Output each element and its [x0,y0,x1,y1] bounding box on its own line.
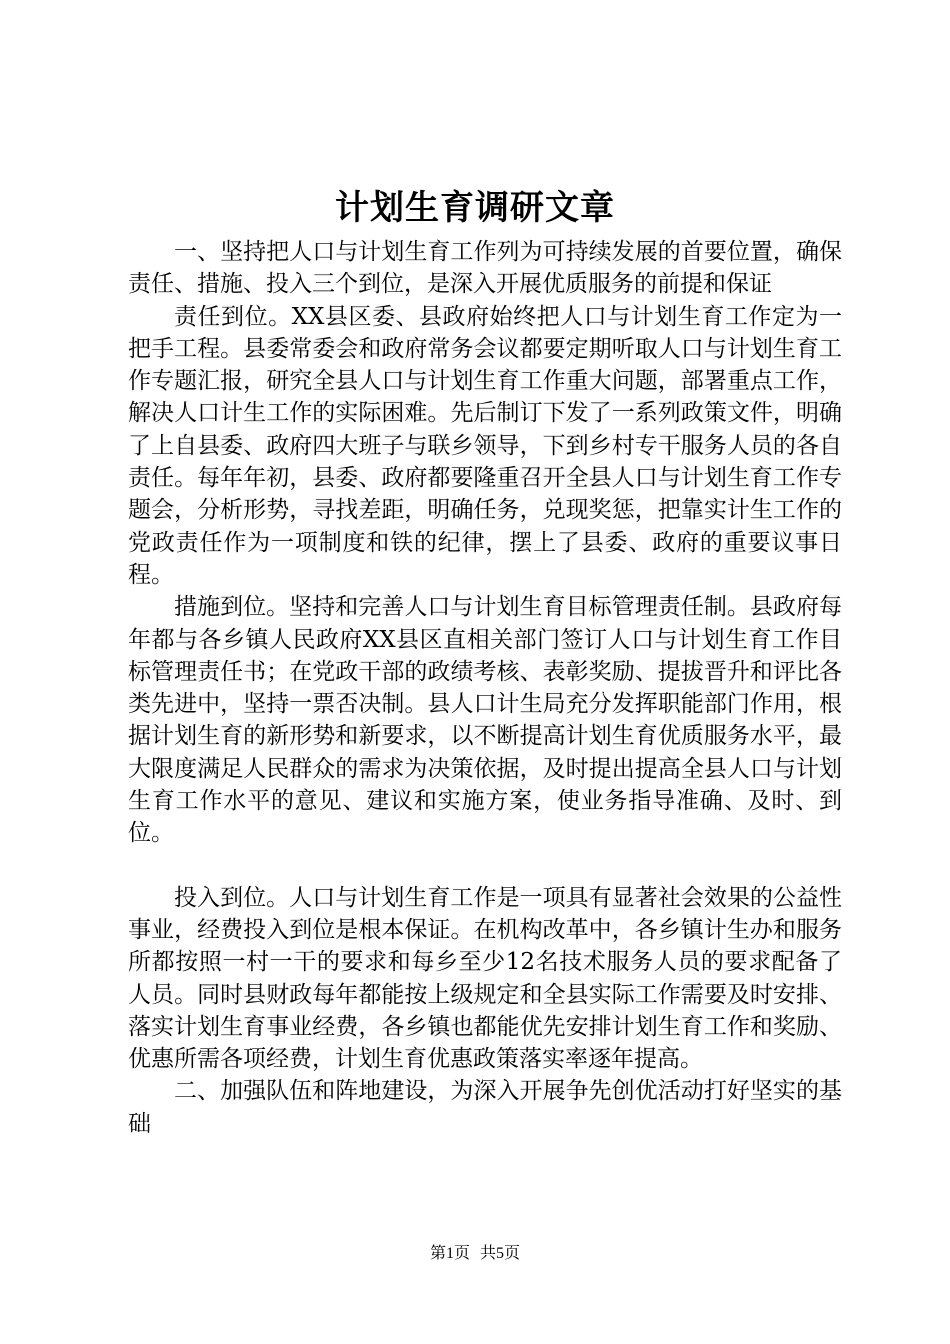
page-number-total: 共5页 [480,1245,521,1262]
page-number-current: 第1页 [429,1245,470,1262]
paragraph-investment: 投入到位。人口与计划生育工作是一项具有显著社会效果的公益性事业，经费投入到位是根本保证。在机构改革中，各乡镇计生办和服务所都按照一村一干的要求和每乡至少12名技术服务人员的要求配备了人员。同时县财政每年都能按上级规定和全县实际工作需要及时安排、落实计划生育事业经费，各乡镇也都能优先安排计划生育工作和奖励、优惠所需各项经费，计划生育优惠政策落实率逐年提高。 [128,884,842,1073]
paragraph-responsibility: 责任到位。XX县区委、县政府始终把人口与计划生育工作定为一把手工程。县委常委会和政府常务会议都要定期听取人口与计划生育工作专题汇报，研究全县人口与计划生育工作重大问题，部署重点工作，解决人口计生工作的实际困难。先后制订下发了一系列政策文件，明确了上自县委、政府四大班子与联乡领导，下到乡村专干服务人员的各自责任。每年年初，县委、政府都要隆重召开全县人口与计划生育工作专题会，分析形势，寻找差距，明确任务，兑现奖惩，把靠实计生工作的党政责任作为一项制度和铁的纪律，摆上了县委、政府的重要议事日程。 [128,303,842,588]
paragraph-section-one-heading: 一、坚持把人口与计划生育工作列为可持续发展的首要位置，确保责任、措施、投入三个到位，是深入开展优质服务的前提和保证 [128,239,842,298]
page-footer [0,1243,950,1265]
document-body [128,236,842,1140]
paragraph-measures: 措施到位。坚持和完善人口与计划生育目标管理责任制。县政府每年都与各乡镇人民政府XX县区直相关部门签订人口与计划生育工作目标管理责任书；在党政干部的政绩考核、表彰奖励、提拔晋升和评比各类先进中，坚持一票否决制。县人口计生局充分发挥职能部门作用，根据计划生育的新形势和新要求，以不断提高计划生育优质服务水平，最大限度满足人民群众的需求为决策依据，及时提出提高全县人口与计划生育工作水平的意见、建议和实施方案，使业务指导准确、及时、到位。 [128,594,842,847]
paragraph-section-two-heading: 二、加强队伍和阵地建设，为深入开展争先创优活动打好坚实的基础 [128,1078,842,1137]
document-title: 计划生育调研文章 [335,188,615,228]
